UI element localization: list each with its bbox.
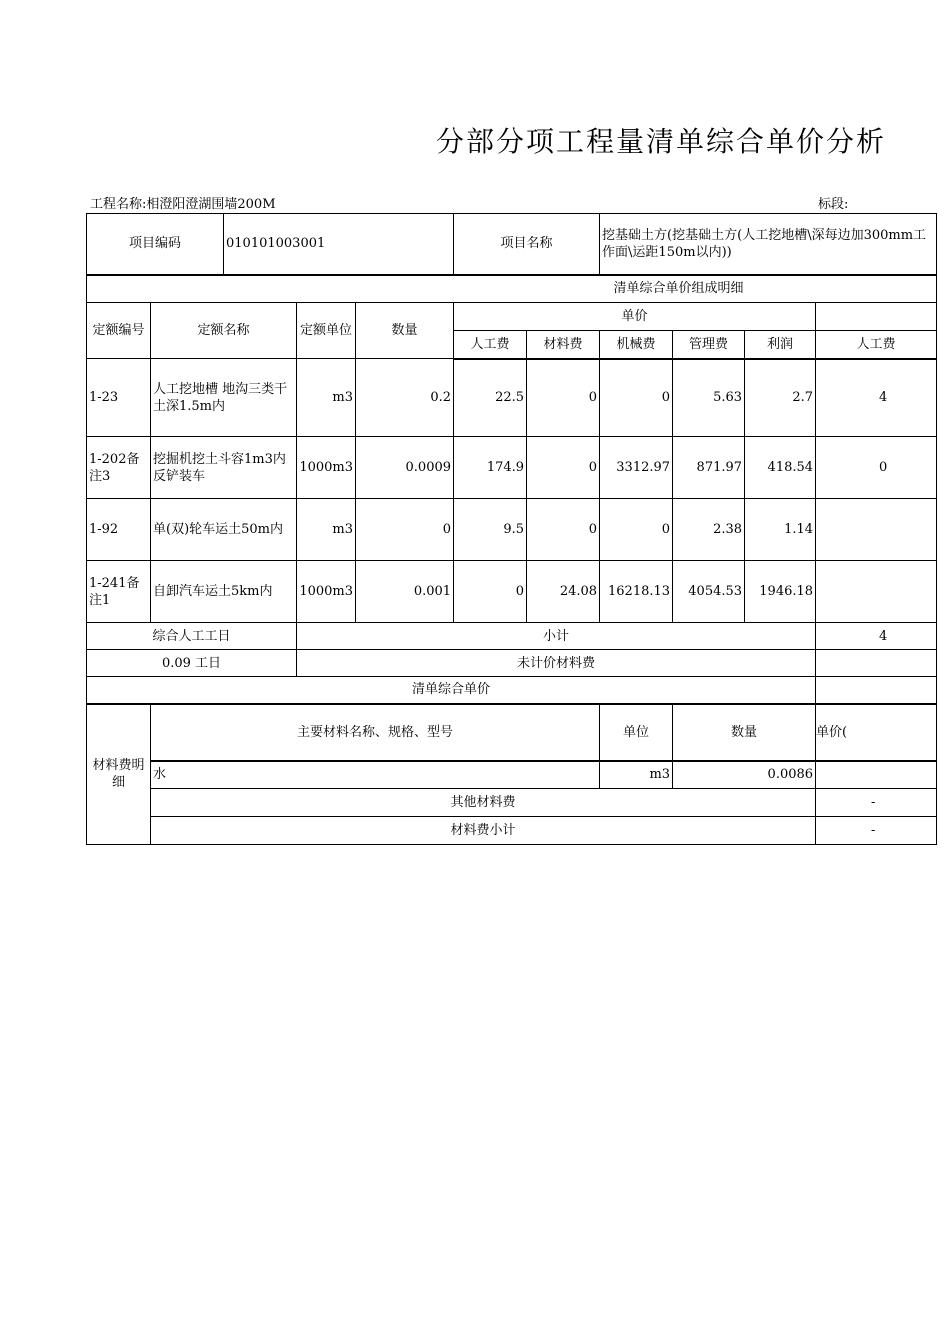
subtotal-value: 4 xyxy=(816,623,937,650)
row-material: 0 xyxy=(527,437,600,499)
row-labor: 174.9 xyxy=(454,437,527,499)
material-unit: m3 xyxy=(600,761,673,789)
col-unit-price: 单价 xyxy=(454,303,816,331)
row-qty: 0.001 xyxy=(356,561,454,623)
row-material: 0 xyxy=(527,499,600,561)
row-unit: m3 xyxy=(297,499,356,561)
row-qty: 0.0009 xyxy=(356,437,454,499)
row-machine: 3312.97 xyxy=(600,437,673,499)
table-row xyxy=(87,561,937,623)
material-name: 水 xyxy=(151,761,600,789)
labor-day-label: 综合人工工日 xyxy=(87,623,297,650)
material-subtotal-value: - xyxy=(816,817,937,845)
row-material: 24.08 xyxy=(527,561,600,623)
row-management: 2.38 xyxy=(673,499,745,561)
col-profit: 利润 xyxy=(745,331,816,359)
row-material: 0 xyxy=(527,359,600,437)
row-profit: 418.54 xyxy=(745,437,816,499)
row-name: 挖掘机挖土斗容1m3内反铲装车 xyxy=(151,437,297,499)
row-unit: m3 xyxy=(297,359,356,437)
analysis-table xyxy=(86,213,937,845)
row-labor: 22.5 xyxy=(454,359,527,437)
material-qty-header: 数量 xyxy=(673,704,816,761)
row-profit: 1.14 xyxy=(745,499,816,561)
table-row xyxy=(87,359,937,437)
material-qty: 0.0086 xyxy=(673,761,816,789)
row-name: 人工挖地槽 地沟三类干土深1.5m内 xyxy=(151,359,297,437)
col-quota-name: 定额名称 xyxy=(151,303,297,359)
row-code: 1-241备注1 xyxy=(87,561,151,623)
item-code-label: 项目编码 xyxy=(87,214,224,275)
col-quantity: 数量 xyxy=(356,303,454,359)
table-row xyxy=(87,437,937,499)
col-machine: 机械费 xyxy=(600,331,673,359)
row-unit: 1000m3 xyxy=(297,437,356,499)
col-management: 管理费 xyxy=(673,331,745,359)
row-labor: 0 xyxy=(454,561,527,623)
row-management: 4054.53 xyxy=(673,561,745,623)
row-qty: 0 xyxy=(356,499,454,561)
row-extra: 4 xyxy=(816,359,937,437)
row-machine: 0 xyxy=(600,359,673,437)
col-material: 材料费 xyxy=(527,331,600,359)
row-unit: 1000m3 xyxy=(297,561,356,623)
row-machine: 16218.13 xyxy=(600,561,673,623)
col-labor-total: 人工费 xyxy=(816,331,937,359)
other-material-label: 其他材料费 xyxy=(151,789,816,817)
subtotal-label: 小计 xyxy=(297,623,816,650)
page-title: 分部分项工程量清单综合单价分析 xyxy=(436,125,887,158)
row-machine: 0 xyxy=(600,499,673,561)
composition-header: 清单综合单价组成明细 xyxy=(600,275,937,303)
row-code: 1-202备注3 xyxy=(87,437,151,499)
row-extra xyxy=(816,499,937,561)
item-name-label: 项目名称 xyxy=(454,214,600,275)
row-profit: 1946.18 xyxy=(745,561,816,623)
table-row xyxy=(87,499,937,561)
labor-day-value: 0.09 工日 xyxy=(87,650,297,677)
item-name-value: 挖基础土方(挖基础土方(人工挖地槽\深每边加300mm工作面\运距150m以内)) xyxy=(600,214,937,275)
material-price-header: 单价( xyxy=(816,704,937,761)
analysis-table-viewport xyxy=(86,213,927,844)
col-quota-unit: 定额单位 xyxy=(297,303,356,359)
row-management: 5.63 xyxy=(673,359,745,437)
list-item xyxy=(87,761,937,789)
other-material-value: - xyxy=(816,789,937,817)
project-name: 工程名称:相澄阳澄湖围墙200M xyxy=(90,197,276,212)
material-name-header: 主要材料名称、规格、型号 xyxy=(151,704,600,761)
row-code: 1-92 xyxy=(87,499,151,561)
row-labor: 9.5 xyxy=(454,499,527,561)
row-qty: 0.2 xyxy=(356,359,454,437)
row-extra xyxy=(816,561,937,623)
row-name: 自卸汽车运土5km内 xyxy=(151,561,297,623)
unpriced-material-label: 未计价材料费 xyxy=(297,650,816,677)
row-profit: 2.7 xyxy=(745,359,816,437)
item-code-value: 010101003001 xyxy=(224,214,454,275)
row-extra: 0 xyxy=(816,437,937,499)
row-management: 871.97 xyxy=(673,437,745,499)
material-subtotal-label: 材料费小计 xyxy=(151,817,816,845)
section-label: 标段: xyxy=(818,197,849,212)
col-quota-code: 定额编号 xyxy=(87,303,151,359)
unit-price-label: 清单综合单价 xyxy=(87,677,816,704)
col-labor: 人工费 xyxy=(454,331,527,359)
material-section-label: 材料费明细 xyxy=(87,704,151,845)
row-code: 1-23 xyxy=(87,359,151,437)
material-unit-header: 单位 xyxy=(600,704,673,761)
row-name: 单(双)轮车运土50m内 xyxy=(151,499,297,561)
